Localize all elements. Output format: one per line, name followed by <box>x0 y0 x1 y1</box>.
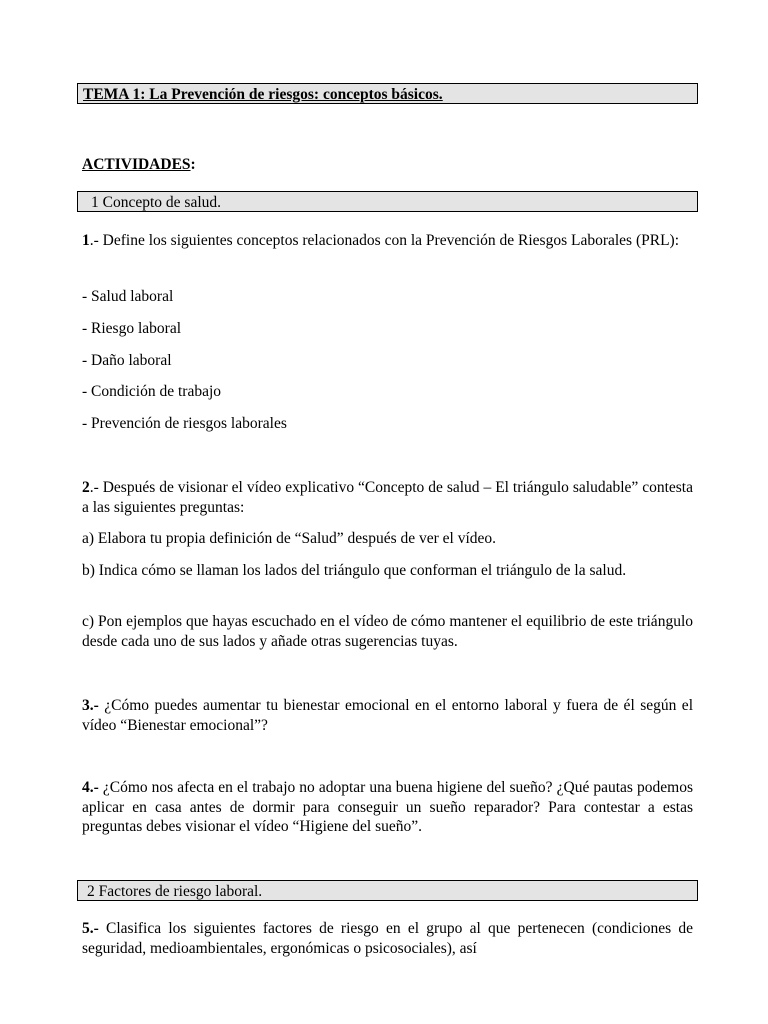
question-2-number: 2 <box>82 479 90 496</box>
section-2-label: 2 Factores de riesgo laboral. <box>87 883 263 900</box>
list-item: - Condición de trabajo <box>82 383 222 400</box>
question-2c: c) Pon ejemplos que hayas escuchado en el vídeo de cómo mantener el equilibrio de este triángulo desde cada uno de sus lados y añade otras sugerencias tuyas. <box>82 613 693 650</box>
activities-heading-text: ACTIVIDADES <box>82 156 191 173</box>
list-item: - Salud laboral <box>82 288 174 305</box>
question-2a: a) Elabora tu propia definición de “Salud” después de ver el vídeo. <box>82 530 497 547</box>
list-item: - Daño laboral <box>82 352 172 369</box>
question-3-number: 3.- <box>82 697 99 714</box>
question-2 <box>82 478 693 517</box>
question-4-text: ¿Cómo nos afecta en el trabajo no adoptar una buena higiene del sueño? ¿Qué pautas podemos aplicar en casa antes de dormir para conseguir un sueño reparador? Para contestar a estas preguntas debes visionar el vídeo “Higiene del sueño”. <box>82 779 693 835</box>
question-1-text: .- Define los siguientes conceptos relacionados con la Prevención de Riesgos Laborales (PRL): <box>89 232 680 249</box>
question-4 <box>82 778 693 837</box>
question-5 <box>82 919 693 958</box>
title-box <box>77 83 698 104</box>
activities-heading <box>82 155 196 175</box>
list-item: - Prevención de riesgos laborales <box>82 415 287 432</box>
question-5-text: Clasifica los siguientes factores de riesgo en el grupo al que pertenecen (condiciones de seguridad, medioambientales, ergonómicas o psicosociales), así <box>82 920 693 957</box>
question-3 <box>82 696 693 735</box>
question-3-text: ¿Cómo puedes aumentar tu bienestar emocional en el entorno laboral y fuera de él según el vídeo “Bienestar emocional”? <box>82 697 693 734</box>
question-1-number: 1 <box>82 232 90 249</box>
question-2b: b) Indica cómo se llaman los lados del triángulo que conforman el triángulo de la salud. <box>82 562 627 579</box>
list-item: - Riesgo laboral <box>82 320 182 337</box>
section-1-label: 1 Concepto de salud. <box>91 194 222 211</box>
question-2-text: .- Después de visionar el vídeo explicativo “Concepto de salud – El triángulo saludable” contesta a las siguientes preguntas: <box>82 479 693 516</box>
section-1-box <box>77 191 698 212</box>
activities-heading-colon: : <box>190 156 196 173</box>
section-2-box <box>77 880 698 901</box>
question-5-number: 5.- <box>82 920 99 937</box>
question-4-number: 4.- <box>82 779 99 796</box>
page-title: TEMA 1: La Prevención de riesgos: conceptos básicos. <box>83 86 443 103</box>
question-1 <box>82 231 693 251</box>
